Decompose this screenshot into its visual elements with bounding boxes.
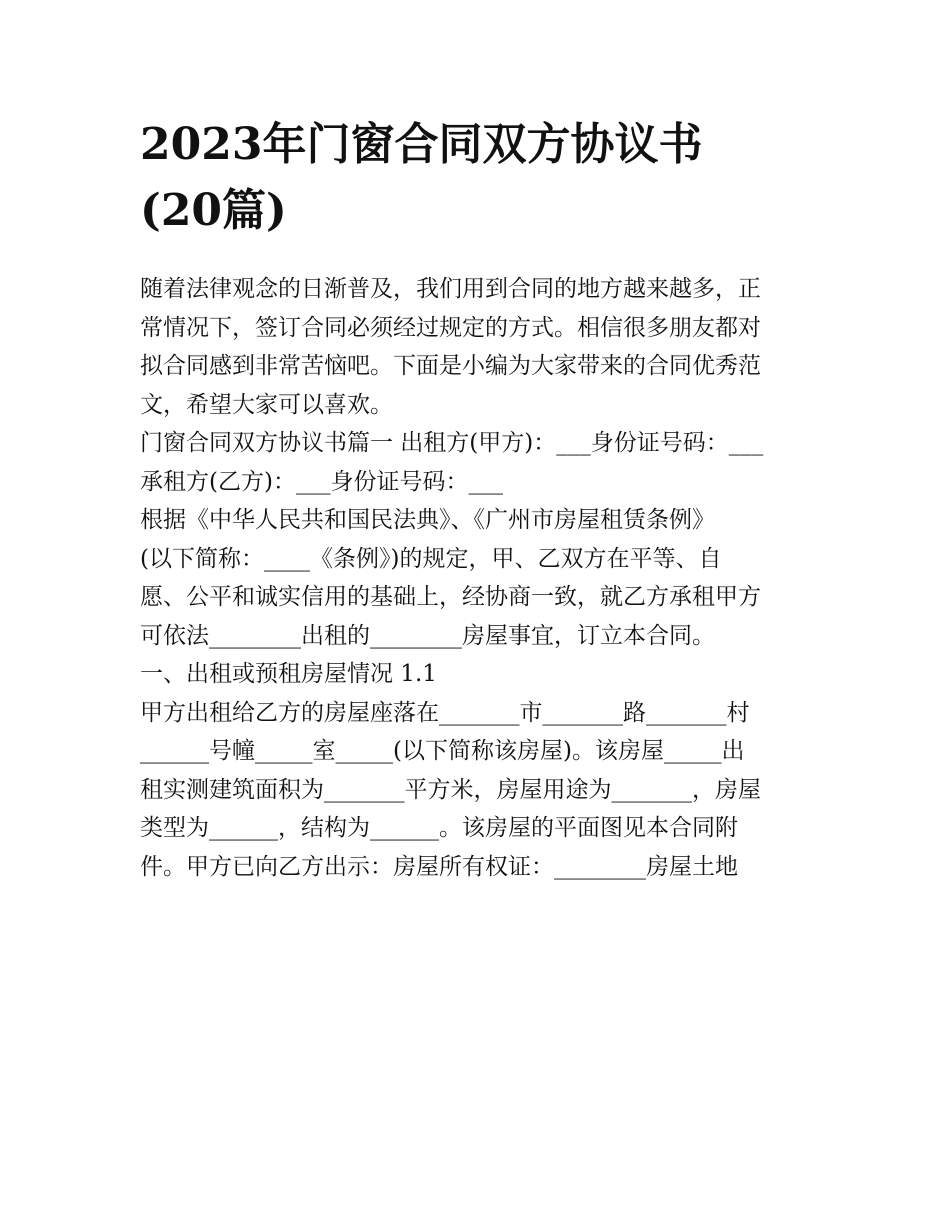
paragraph-legal-basis	[140, 501, 812, 655]
paragraph-intro	[140, 270, 812, 424]
title-line-2: (20篇)	[140, 185, 287, 236]
paragraph-property-details	[140, 694, 812, 887]
text-line: 一、出租或预租房屋情况 1.1	[140, 661, 437, 687]
document-title	[140, 112, 812, 244]
text-line: 租实测建筑面积为_______平方米，房屋用途为_______，房屋	[140, 776, 761, 803]
document-page	[140, 112, 812, 886]
text-line: 根据《中华人民共和国民法典》、《广州市房屋租赁条例》	[140, 507, 715, 533]
text-line: 愿、公平和诚实信用的基础上，经协商一致，就乙方承租甲方	[140, 584, 761, 610]
section-heading-1	[140, 655, 812, 694]
text-line: (以下简称：____《条例》)的规定，甲、乙双方在平等、自	[140, 545, 722, 572]
text-line: 件。甲方已向乙方出示：房屋所有权证：________房屋土地	[140, 853, 738, 880]
text-line: 甲方出租给乙方的房屋座落在_______市_______路_______村	[140, 699, 750, 726]
text-line: 常情况下，签订合同必须经过规定的方式。相信很多朋友都对	[140, 314, 761, 341]
text-line: ______号幢_____室_____(以下简称该房屋)。该房屋_____出	[140, 738, 745, 764]
text-line: 文，希望大家可以喜欢。	[140, 391, 393, 418]
text-line: 门窗合同双方协议书篇一 出租方(甲方)：___身份证号码：___	[140, 430, 764, 456]
title-line-1: 2023年门窗合同双方协议书	[140, 119, 703, 170]
document-body	[140, 270, 812, 886]
text-line: 类型为______，结构为______。该房屋的平面图见本合同附	[140, 815, 738, 841]
text-line: 承租方(乙方)：___身份证号码：___	[140, 468, 503, 495]
text-line: 随着法律观念的日渐普及，我们用到合同的地方越来越多，正	[140, 276, 761, 302]
text-line: 拟合同感到非常苦恼吧。下面是小编为大家带来的合同优秀范	[140, 353, 761, 379]
text-line: 可依法________出租的________房屋事宜，订立本合同。	[140, 622, 715, 649]
paragraph-parties	[140, 424, 812, 501]
